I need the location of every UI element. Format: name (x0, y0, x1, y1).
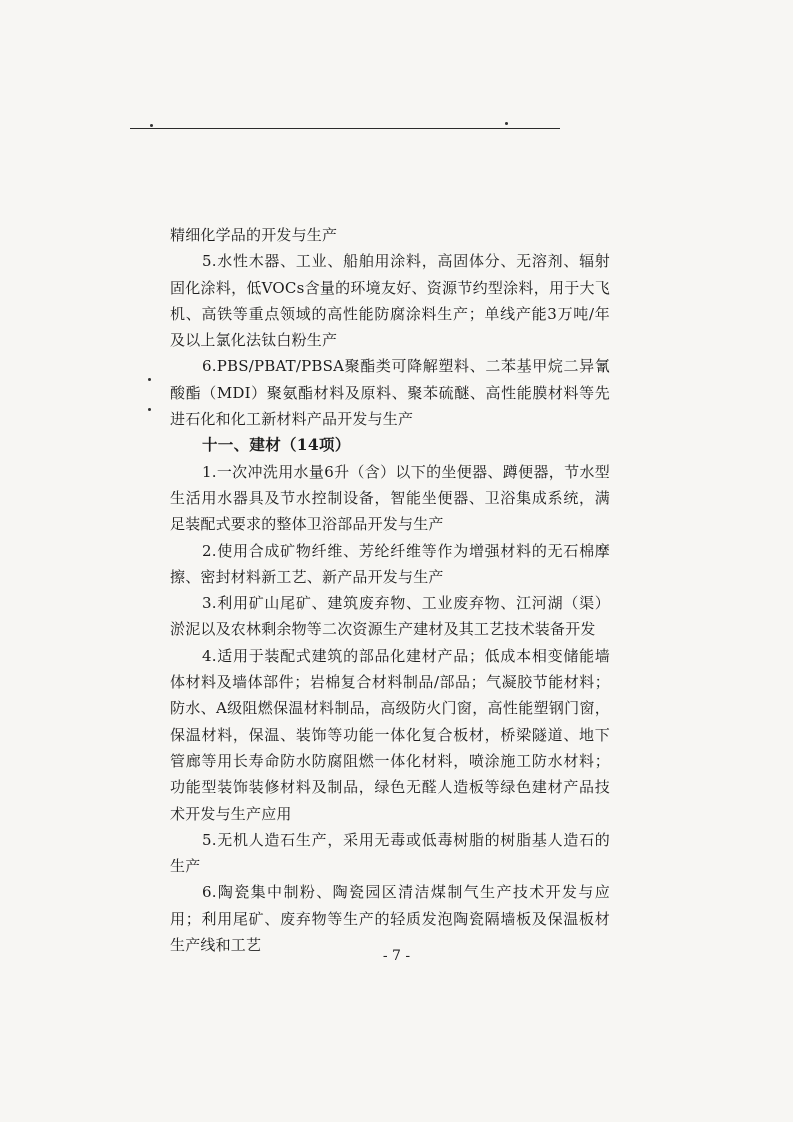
paragraph-item-5-building: 5.无机人造石生产，采用无毒或低毒树脂的树脂基人造石的生产 (170, 830, 610, 876)
paragraph-item-6: 6.PBS/PBAT/PBSA聚酯类可降解塑料、二苯基甲烷二异氰酸酯（MDI）聚氨酯材料及原料、聚苯硫醚、高性能膜材料等先进石化和化工新材料产品开发与生产 (170, 357, 610, 429)
page-number: - 7 - (382, 948, 411, 964)
paragraph-item-4: 4.适用于装配式建筑的部品化建材产品；低成本相变储能墙体材料及墙体部件；岩棉复合材料制品/部品；气凝胶节能材料；防水、A级阻燃保温材料制品，高级防火门窗，高性能塑钢门窗，保温材料，保温、装饰等功能一体化复合板材，桥梁隧道、地下管廊等用长寿命防水防腐阻燃一体化材料，喷涂施工防水材料；功能型装饰装修材料及制品，绿色无醛人造板等绿色建材产品技术开发与生产应用 (170, 646, 610, 823)
paragraph-item-6-building: 6.陶瓷集中制粉、陶瓷园区清洁煤制气生产技术开发与应用；利用尾矿、废弃物等生产的轻质发泡陶瓷隔墙板及保温板材生产线和工艺 (170, 883, 610, 955)
paragraph-item-3: 3.利用矿山尾矿、建筑废弃物、工业废弃物、江河湖（渠）淤泥以及农林剩余物等二次资源生产建材及其工艺技术装备开发 (170, 594, 610, 639)
paragraph: 精细化学品的开发与生产 (170, 226, 338, 244)
paragraph-item-5: 5.水性木器、工业、船舶用涂料，高固体分、无溶剂、辐射固化涂料，低VOCs含量的环境友好、资源节约型涂料，用于大飞机、高铁等重点领域的高性能防腐涂料生产；单线产能3万吨/年及以上氯化法钛白粉生产 (170, 252, 610, 350)
paragraph-item-1: 1.一次冲洗用水量6升（含）以下的坐便器、蹲便器，节水型生活用水器具及节水控制设备，智能坐便器、卫浴集成系统，满足装配式要求的整体卫浴部品开发与生产 (170, 462, 610, 534)
scan-speck (148, 408, 151, 411)
header-rule (130, 128, 560, 129)
scan-speck (148, 378, 151, 381)
paragraph-item-2: 2.使用合成矿物纤维、芳纶纤维等作为增强材料的无石棉摩擦、密封材料新工艺、新产品开发与生产 (170, 541, 610, 586)
section-heading: 十一、建材（14项） (202, 435, 351, 455)
document-body (170, 222, 610, 958)
scan-speck (505, 122, 508, 125)
scan-speck (150, 124, 153, 127)
